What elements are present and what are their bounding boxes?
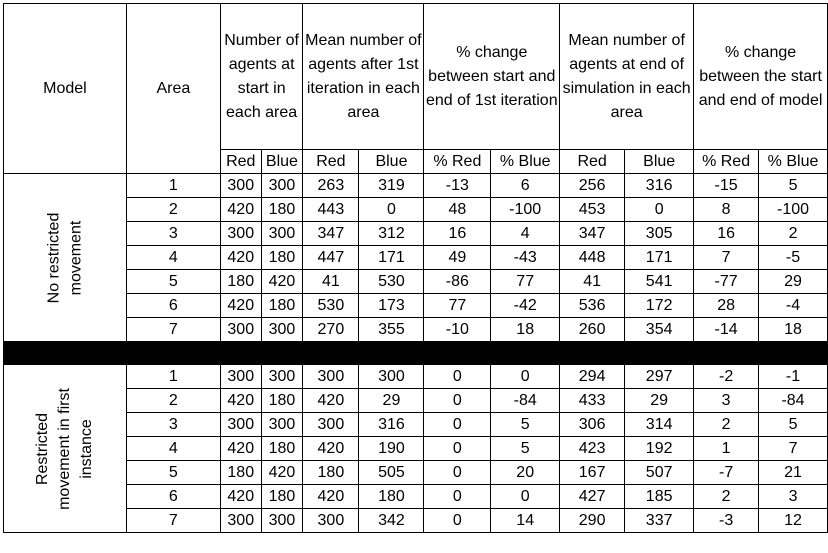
subheader: Blue bbox=[359, 150, 424, 174]
value-cell: 3 bbox=[694, 389, 759, 413]
value-cell: 180 bbox=[359, 485, 424, 509]
value-cell: 420 bbox=[220, 198, 261, 222]
table-row bbox=[4, 198, 828, 222]
value-cell: 5 bbox=[759, 413, 828, 437]
value-cell: 180 bbox=[261, 294, 303, 318]
value-cell: 354 bbox=[625, 318, 694, 342]
value-cell: -13 bbox=[424, 174, 491, 198]
value-cell: 41 bbox=[303, 270, 359, 294]
value-cell: -3 bbox=[694, 509, 759, 533]
value-cell: 21 bbox=[759, 461, 828, 485]
value-cell: 5 bbox=[491, 437, 560, 461]
value-cell: 180 bbox=[220, 270, 261, 294]
value-cell: 530 bbox=[359, 270, 424, 294]
area-cell: 7 bbox=[126, 509, 220, 533]
value-cell: 316 bbox=[625, 174, 694, 198]
value-cell: -7 bbox=[694, 461, 759, 485]
value-cell: 0 bbox=[424, 365, 491, 389]
value-cell: 0 bbox=[491, 365, 560, 389]
value-cell: 0 bbox=[424, 485, 491, 509]
value-cell: 14 bbox=[491, 509, 560, 533]
area-cell: 1 bbox=[126, 174, 220, 198]
table-row bbox=[4, 413, 828, 437]
value-cell: 420 bbox=[261, 461, 303, 485]
value-cell: 167 bbox=[560, 461, 625, 485]
value-cell: 2 bbox=[694, 485, 759, 509]
table-row bbox=[4, 437, 828, 461]
table-row bbox=[4, 389, 828, 413]
value-cell: 2 bbox=[694, 413, 759, 437]
value-cell: 297 bbox=[625, 365, 694, 389]
value-cell: 7 bbox=[694, 246, 759, 270]
value-cell: -77 bbox=[694, 270, 759, 294]
area-cell: 7 bbox=[126, 318, 220, 342]
table-row bbox=[4, 270, 828, 294]
value-cell: 300 bbox=[220, 509, 261, 533]
value-cell: 420 bbox=[303, 389, 359, 413]
value-cell: 49 bbox=[424, 246, 491, 270]
value-cell: 541 bbox=[625, 270, 694, 294]
value-cell: 420 bbox=[220, 389, 261, 413]
value-cell: -86 bbox=[424, 270, 491, 294]
value-cell: 443 bbox=[303, 198, 359, 222]
value-cell: 300 bbox=[261, 222, 303, 246]
model-header: Model bbox=[4, 4, 127, 174]
value-cell: 7 bbox=[759, 437, 828, 461]
model-label-line: No restricted bbox=[44, 212, 62, 303]
value-cell: 507 bbox=[625, 461, 694, 485]
value-cell: 300 bbox=[303, 365, 359, 389]
value-cell: 300 bbox=[261, 365, 303, 389]
value-cell: 4 bbox=[491, 222, 560, 246]
table-row bbox=[4, 174, 828, 198]
value-cell: 18 bbox=[759, 318, 828, 342]
value-cell: 8 bbox=[694, 198, 759, 222]
value-cell: 0 bbox=[424, 509, 491, 533]
value-cell: 263 bbox=[303, 174, 359, 198]
table-row bbox=[4, 246, 828, 270]
value-cell: 0 bbox=[424, 461, 491, 485]
area-cell: 6 bbox=[126, 485, 220, 509]
value-cell: 355 bbox=[359, 318, 424, 342]
value-cell: 453 bbox=[560, 198, 625, 222]
value-cell: -1 bbox=[759, 365, 828, 389]
value-cell: 173 bbox=[359, 294, 424, 318]
group-header: % change between start and end of 1st iteration bbox=[424, 4, 560, 150]
value-cell: 172 bbox=[625, 294, 694, 318]
area-cell: 2 bbox=[126, 198, 220, 222]
value-cell: 171 bbox=[359, 246, 424, 270]
value-cell: 433 bbox=[560, 389, 625, 413]
table-row bbox=[4, 318, 828, 342]
value-cell: -100 bbox=[759, 198, 828, 222]
value-cell: 0 bbox=[424, 437, 491, 461]
value-cell: 300 bbox=[261, 318, 303, 342]
value-cell: 319 bbox=[359, 174, 424, 198]
value-cell: 420 bbox=[220, 294, 261, 318]
table-row bbox=[4, 294, 828, 318]
value-cell: -84 bbox=[759, 389, 828, 413]
value-cell: 420 bbox=[303, 437, 359, 461]
area-cell: 6 bbox=[126, 294, 220, 318]
value-cell: -84 bbox=[491, 389, 560, 413]
value-cell: -14 bbox=[694, 318, 759, 342]
value-cell: 29 bbox=[359, 389, 424, 413]
value-cell: 171 bbox=[625, 246, 694, 270]
value-cell: 29 bbox=[625, 389, 694, 413]
table-row bbox=[4, 222, 828, 246]
value-cell: 427 bbox=[560, 485, 625, 509]
value-cell: 16 bbox=[424, 222, 491, 246]
value-cell: 316 bbox=[359, 413, 424, 437]
value-cell: 180 bbox=[220, 461, 261, 485]
value-cell: 420 bbox=[261, 270, 303, 294]
subheader: Blue bbox=[261, 150, 303, 174]
value-cell: 347 bbox=[560, 222, 625, 246]
value-cell: 12 bbox=[759, 509, 828, 533]
value-cell: 2 bbox=[759, 222, 828, 246]
area-cell: 4 bbox=[126, 437, 220, 461]
subheader: % Blue bbox=[491, 150, 560, 174]
area-cell: 4 bbox=[126, 246, 220, 270]
area-cell: 1 bbox=[126, 365, 220, 389]
value-cell: 300 bbox=[220, 174, 261, 198]
model-label-line: instance bbox=[77, 418, 95, 479]
value-cell: 300 bbox=[261, 174, 303, 198]
value-cell: 300 bbox=[303, 413, 359, 437]
subheader: Red bbox=[303, 150, 359, 174]
value-cell: 185 bbox=[625, 485, 694, 509]
area-cell: 3 bbox=[126, 413, 220, 437]
results-table bbox=[3, 3, 828, 533]
subheader: Blue bbox=[625, 150, 694, 174]
value-cell: 77 bbox=[424, 294, 491, 318]
subheader: % Blue bbox=[759, 150, 828, 174]
group-header: Number of agents at start in each area bbox=[220, 4, 302, 150]
value-cell: 260 bbox=[560, 318, 625, 342]
model-label bbox=[4, 365, 127, 533]
value-cell: 18 bbox=[491, 318, 560, 342]
table-row bbox=[4, 365, 828, 389]
value-cell: -4 bbox=[759, 294, 828, 318]
value-cell: -10 bbox=[424, 318, 491, 342]
value-cell: 447 bbox=[303, 246, 359, 270]
value-cell: 180 bbox=[261, 198, 303, 222]
value-cell: 0 bbox=[491, 485, 560, 509]
subheader: Red bbox=[560, 150, 625, 174]
value-cell: 290 bbox=[560, 509, 625, 533]
subheader: Red bbox=[220, 150, 261, 174]
value-cell: 180 bbox=[303, 461, 359, 485]
model-label bbox=[4, 174, 127, 342]
value-cell: 0 bbox=[424, 389, 491, 413]
table-row bbox=[4, 509, 828, 533]
value-cell: 300 bbox=[303, 509, 359, 533]
value-cell: 306 bbox=[560, 413, 625, 437]
group-header: Mean number of agents at end of simulation in each area bbox=[560, 4, 694, 150]
value-cell: 448 bbox=[560, 246, 625, 270]
value-cell: 190 bbox=[359, 437, 424, 461]
group-header: Mean number of agents after 1st iteration in each area bbox=[303, 4, 424, 150]
value-cell: 0 bbox=[625, 198, 694, 222]
value-cell: 3 bbox=[759, 485, 828, 509]
value-cell: 420 bbox=[220, 246, 261, 270]
value-cell: -2 bbox=[694, 365, 759, 389]
value-cell: 29 bbox=[759, 270, 828, 294]
value-cell: 300 bbox=[359, 365, 424, 389]
value-cell: 300 bbox=[220, 222, 261, 246]
value-cell: 0 bbox=[359, 198, 424, 222]
separator-bar bbox=[4, 342, 828, 365]
value-cell: -42 bbox=[491, 294, 560, 318]
value-cell: 180 bbox=[261, 246, 303, 270]
model-label-line: Restricted bbox=[33, 412, 51, 485]
area-cell: 5 bbox=[126, 461, 220, 485]
model-label-line: movement bbox=[66, 220, 84, 295]
value-cell: 180 bbox=[261, 485, 303, 509]
value-cell: 192 bbox=[625, 437, 694, 461]
value-cell: -5 bbox=[759, 246, 828, 270]
value-cell: 347 bbox=[303, 222, 359, 246]
value-cell: 294 bbox=[560, 365, 625, 389]
value-cell: 300 bbox=[220, 365, 261, 389]
value-cell: 505 bbox=[359, 461, 424, 485]
value-cell: 420 bbox=[220, 437, 261, 461]
value-cell: 536 bbox=[560, 294, 625, 318]
value-cell: 270 bbox=[303, 318, 359, 342]
value-cell: 300 bbox=[261, 413, 303, 437]
value-cell: 5 bbox=[491, 413, 560, 437]
area-cell: 5 bbox=[126, 270, 220, 294]
value-cell: 420 bbox=[303, 485, 359, 509]
value-cell: 337 bbox=[625, 509, 694, 533]
value-cell: 77 bbox=[491, 270, 560, 294]
value-cell: 312 bbox=[359, 222, 424, 246]
value-cell: 305 bbox=[625, 222, 694, 246]
value-cell: 423 bbox=[560, 437, 625, 461]
area-cell: 2 bbox=[126, 389, 220, 413]
value-cell: 300 bbox=[220, 413, 261, 437]
value-cell: 20 bbox=[491, 461, 560, 485]
value-cell: -15 bbox=[694, 174, 759, 198]
area-header: Area bbox=[126, 4, 220, 174]
value-cell: 0 bbox=[424, 413, 491, 437]
subheader: % Red bbox=[694, 150, 759, 174]
value-cell: 28 bbox=[694, 294, 759, 318]
section-separator bbox=[4, 342, 828, 365]
subheader: % Red bbox=[424, 150, 491, 174]
value-cell: 1 bbox=[694, 437, 759, 461]
value-cell: 180 bbox=[261, 389, 303, 413]
value-cell: 16 bbox=[694, 222, 759, 246]
value-cell: 41 bbox=[560, 270, 625, 294]
model-label-line: movement in first bbox=[55, 387, 73, 510]
value-cell: 342 bbox=[359, 509, 424, 533]
value-cell: 300 bbox=[261, 509, 303, 533]
value-cell: -43 bbox=[491, 246, 560, 270]
value-cell: 314 bbox=[625, 413, 694, 437]
table-row bbox=[4, 485, 828, 509]
value-cell: 530 bbox=[303, 294, 359, 318]
table-row bbox=[4, 461, 828, 485]
area-cell: 3 bbox=[126, 222, 220, 246]
value-cell: 180 bbox=[261, 437, 303, 461]
value-cell: -100 bbox=[491, 198, 560, 222]
value-cell: 300 bbox=[220, 318, 261, 342]
group-header: % change between the start and end of model bbox=[694, 4, 828, 150]
value-cell: 6 bbox=[491, 174, 560, 198]
value-cell: 256 bbox=[560, 174, 625, 198]
value-cell: 420 bbox=[220, 485, 261, 509]
value-cell: 5 bbox=[759, 174, 828, 198]
value-cell: 48 bbox=[424, 198, 491, 222]
